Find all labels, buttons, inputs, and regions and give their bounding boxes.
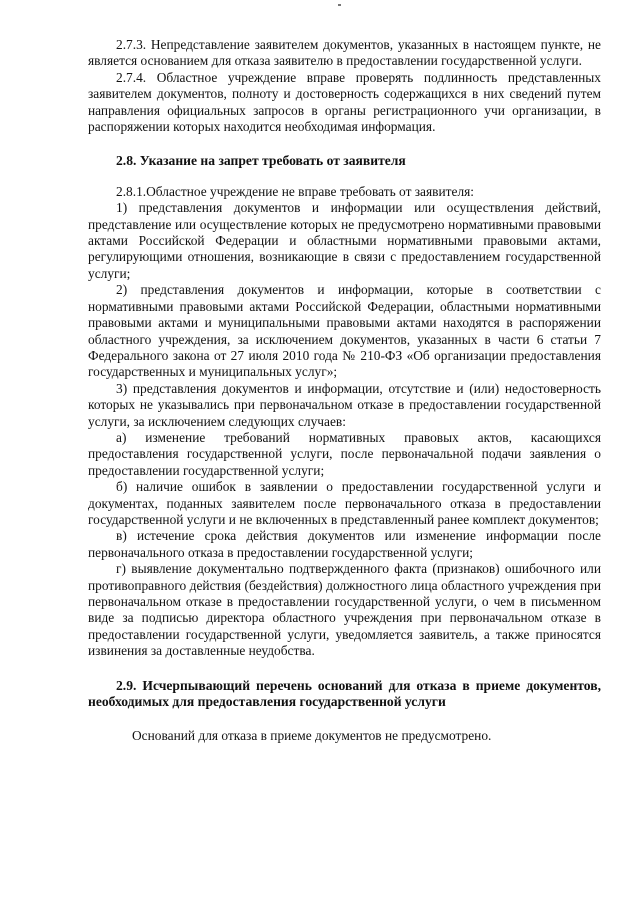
list-item-3v: в) истечение срока действия документов или изменение информации после первоначального отказа в предоставлении государственной услуги; [88,528,601,560]
list-item-3g: г) выявление документально подтвержденного факта (признаков) ошибочного или противоправного действия (бездействия) должностного лица областного учреждения при первоначальном отказе в предоставлении государственной услуги, о чем в письменном виде за подписью директора областного учреждения при первоначальном отказе в предоставлении государственной услуги, уведомляется заявитель, а также приносятся извинения за доставленные неудобства. [88,561,601,659]
paragraph-final: Оснований для отказа в приеме документов не предусмотрено. [132,728,492,744]
scan-mark [338,4,341,6]
list-item-1: 1) представления документов и информации или осуществления действий, представление или осуществление которых не предусмотрено нормативными правовыми актами Российской Федерации и областными нормативными правовыми актами, регулирующими отношения, возникающие в связи с предоставлением государственной услуги; [88,200,601,281]
paragraph-2-7-4: 2.7.4. Областное учреждение вправе проверять подлинность представленных заявителем документов, полноту и достоверность содержащихся в них сведений путем направления официальных запросов в органы регистрационного учи организации, в распоряжении которых находится необходимая информация. [88,69,601,135]
paragraph-2-7-3: 2.7.3. Непредставление заявителем документов, указанных в настоящем пункте, не является основанием для отказа заявителю в предоставлении государственной услуги. [88,37,601,69]
heading-2-9: 2.9. Исчерпывающий перечень оснований для отказа в приеме документов, необходимых для предоставления государственной услуги [88,677,601,710]
document-body [88,37,601,745]
list-item-3b: б) наличие ошибок в заявлении о предоставлении государственной услуги и документах, поданных заявителем после первоначального отказа в предоставлении государственной услуги и не включенных в представленный ранее комплект документов; [88,479,601,527]
list-item-3: 3) представления документов и информации, отсутствие и (или) недостоверность которых не указывались при первоначальном отказе в предоставлении государственной услуги, за исключением следующих случаев: [88,380,601,429]
list-item-3a: а) изменение требований нормативных правовых актов, касающихся предоставления государственной услуги, после первоначальной подачи заявления о предоставлении государственной услуги; [88,429,601,478]
paragraph-2-8-1: 2.8.1.Областное учреждение не вправе требовать от заявителя: [116,183,475,199]
heading-2-8: 2.8. Указание на запрет требовать от заявителя [116,153,406,169]
list-item-2: 2) представления документов и информации, которые в соответствии с нормативными правовыми актами Российской Федерации, областными нормативными правовыми актами и муниципальными правовыми актами находятся в распоряжении областного учреждения, за исключением документов, указанных в части 6 статьи 7 Федерального закона от 27 июля 2010 года № 210-ФЗ «Об организации предоставления государственных и муниципальных услуг»; [88,282,601,380]
